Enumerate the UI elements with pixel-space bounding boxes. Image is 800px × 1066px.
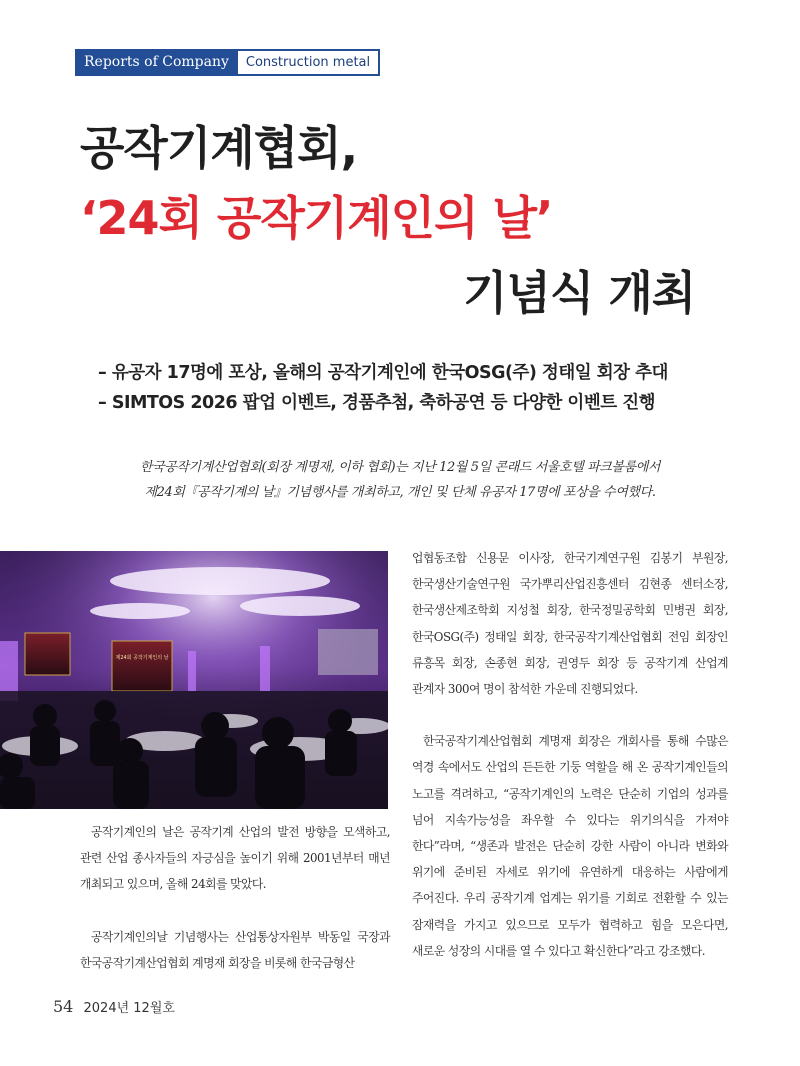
title-line-2: ‘24회 공작기계인의 날’ — [80, 191, 553, 245]
stage-screen-text: 제24회 공작기계인의 날 — [115, 655, 169, 661]
event-photo — [0, 551, 388, 809]
subtitle-2: – SIMTOS 2026 팝업 이벤트, 경품추첨, 축하공연 등 다양한 이벤트 진행 — [98, 393, 656, 413]
stage-screen-right — [318, 629, 378, 675]
paragraph: 공작기계인의 날은 공작기계 산업의 발전 방향을 모색하고, 관련 산업 종사자들의 자긍심을 높이기 위해 2001년부터 매년 개최되고 있으며, 올해 24회를 맞았다. — [80, 825, 390, 892]
section-tag — [75, 49, 380, 76]
section-label: Construction metal — [238, 49, 380, 76]
subtitle-1: – 유공자 17명에 포상, 올해의 공작기계인에 한국OSG(주) 정태일 회장 추대 — [98, 363, 668, 383]
category-label: Reports of Company — [75, 49, 238, 76]
stage-screen-left — [25, 633, 70, 675]
title-line-3: 기념식 개최 — [463, 266, 696, 320]
paragraph: 업협동조합 신용문 이사장, 한국기계연구원 김봉기 부원장, 한국생산기술연구원 국가뿌리산업진흥센터 김현종 센터소장, 한국생산제조학회 지성철 회장, 한국정밀공학회 민병권 회장, 한국OSG(주) 정태일 회장, 한국공작기계산업협회 전임 회장인 류흥목 회장, 손종현 회장, 권영두 회장 등 공작기계 산업계 관계자 300여 명이 참석한 가운데 진행되었다. — [412, 551, 728, 697]
paragraph: 공작기계인의날 기념행사는 산업통상자원부 박동일 국장과 한국공작기계산업협회 계명재 회장을 비롯해 한국금형산 — [80, 929, 390, 970]
lead-line-2: 제24회『공작기계의 날』기념행사를 개최하고, 개인 및 단체 유공자 17명에 포상을 수여했다. — [144, 485, 656, 500]
page-footer — [53, 997, 175, 1016]
right-column — [412, 545, 728, 990]
title-line-1: 공작기계협회, — [80, 121, 358, 175]
lead-line-1: 한국공작기계산업협회(회장 계명재, 이하 협회)는 지난 12월 5일 콘래드 서울호텔 파크볼룸에서 — [139, 460, 661, 475]
paragraph: 한국공작기계산업협회 계명재 회장은 개회사를 통해 수많은 역경 속에서도 산업의 든든한 기둥 역할을 해 온 공작기계인들의 노고를 격려하고, “공작기계인의 노력은 단순히 기업의 성과를 넘어 지속가능성을 좌우할 수 있다는 위기의식을 가져야 한다”라며, “생존과 발전은 단순히 강한 사람이 아니라 변화와 위기에 준비된 자세로 위기에 유연하게 대응하는 사람에게 주어진다. 우리 공작기계 업계는 위기를 기회로 전환할 수 있는 잠재력을 가지고 있으므로 모두가 협력하고 힘을 모은다면, 새로운 성장의 시대를 열 수 있다고 확신한다”라고 강조했다. — [412, 734, 728, 958]
left-column — [80, 819, 390, 1002]
page-number: 54 — [53, 997, 74, 1016]
stage-screen-center — [112, 641, 172, 691]
issue-label: 2024년 12월호 — [83, 1001, 175, 1016]
